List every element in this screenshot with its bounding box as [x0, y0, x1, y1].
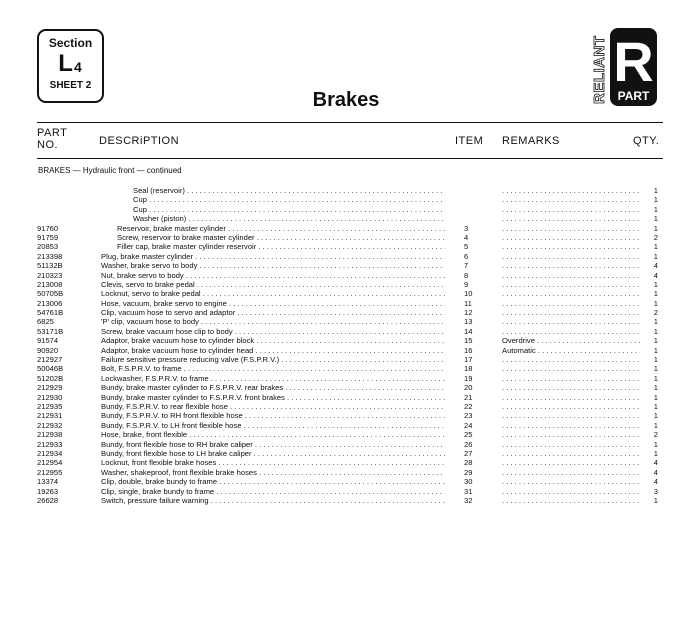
item-number: 14	[464, 326, 473, 336]
remarks	[502, 468, 640, 477]
description: Failure sensitive pressure reducing valve (F.S.P.R.V.) . . .	[101, 355, 445, 364]
section-letter: L	[58, 50, 74, 77]
part-number: 212935	[37, 401, 63, 411]
col-part-no	[37, 127, 67, 151]
item-number: 20	[464, 383, 473, 393]
quantity: 1	[653, 411, 658, 421]
quantity: 2	[653, 430, 658, 440]
table-row	[0, 355, 692, 364]
remarks	[502, 280, 640, 289]
quantity: 1	[653, 355, 658, 365]
quantity: 1	[653, 195, 658, 205]
table-row	[0, 261, 692, 270]
part-number: 213008	[37, 279, 63, 289]
quantity: 1	[653, 242, 658, 252]
remarks: Automatic . . .	[502, 346, 640, 355]
table-row	[0, 430, 692, 439]
table-row	[0, 449, 692, 458]
remarks	[502, 383, 640, 392]
part-number: 51202B	[37, 373, 64, 383]
logo-brand: RELIANT	[591, 35, 608, 104]
description: Bundy, front flexible hose to LH brake caliper . . .	[101, 449, 445, 458]
table-row	[0, 205, 692, 214]
table-row	[0, 468, 692, 477]
description: 'P' clip, vacuum hose to body . . .	[101, 317, 445, 326]
remarks	[502, 271, 640, 280]
section-code	[39, 51, 102, 79]
quantity: 1	[653, 373, 658, 383]
table-row	[0, 346, 692, 355]
table-row	[0, 317, 692, 326]
description: Washer, brake servo to body . . .	[101, 261, 445, 270]
table-row	[0, 242, 692, 251]
part-number: 212938	[37, 430, 63, 440]
remarks	[502, 242, 640, 251]
quantity: 2	[653, 232, 658, 242]
remarks	[502, 421, 640, 430]
remarks	[502, 252, 640, 261]
remarks	[502, 440, 640, 449]
item-number: 28	[464, 458, 473, 468]
remarks	[502, 289, 640, 298]
page-title: Brakes	[312, 89, 380, 111]
description: Switch, pressure failure warning . . .	[101, 496, 445, 505]
part-number: 213006	[37, 298, 63, 308]
header-top-rule	[37, 122, 663, 123]
item-number: 15	[464, 336, 473, 346]
part-number: 50046B	[37, 364, 64, 374]
part-number: 212929	[37, 383, 63, 393]
quantity: 3	[653, 486, 658, 496]
part-number: 212955	[37, 467, 63, 477]
quantity: 1	[653, 336, 658, 346]
quantity: 1	[653, 279, 658, 289]
part-number: 50705B	[37, 289, 64, 299]
remarks	[502, 411, 640, 420]
description: Plug, brake master cylinder . . .	[101, 252, 445, 261]
logo-letter: R	[613, 30, 654, 93]
part-number: 19263	[37, 486, 59, 496]
item-number: 10	[464, 289, 473, 299]
item-number: 30	[464, 477, 473, 487]
table-row	[0, 364, 692, 373]
header-bottom-rule	[37, 158, 663, 159]
sheet-label: SHEET 2	[49, 80, 92, 91]
remarks	[502, 402, 640, 411]
quantity: 1	[653, 317, 658, 327]
remarks	[502, 224, 640, 233]
remarks	[502, 374, 640, 383]
quantity: 1	[653, 326, 658, 336]
table-row	[0, 411, 692, 420]
remarks	[502, 487, 640, 496]
quantity: 1	[653, 214, 658, 224]
item-number: 31	[464, 486, 473, 496]
quantity: 1	[653, 392, 658, 402]
table-row	[0, 271, 692, 280]
description: Bolt, F.S.P.R.V. to frame . . .	[101, 364, 445, 373]
part-number: 51132B	[37, 261, 63, 271]
part-number: 91760	[37, 223, 59, 233]
item-number: 26	[464, 439, 473, 449]
table-row	[0, 421, 692, 430]
item-number: 13	[464, 317, 473, 327]
quantity: 1	[653, 345, 658, 355]
part-number: 213398	[37, 251, 63, 261]
section-label: Section	[48, 36, 93, 50]
group-heading: BRAKES — Hydraulic front — continued	[38, 166, 182, 175]
table-row	[0, 252, 692, 261]
description: Locknut, front flexible brake hoses . . .	[101, 458, 445, 467]
description: Cup . . .	[133, 195, 445, 204]
table-row	[0, 308, 692, 317]
item-number: 21	[464, 392, 473, 402]
quantity: 1	[653, 186, 658, 195]
part-number: 26628	[37, 495, 59, 505]
col-item: ITEM	[455, 135, 484, 147]
table-row	[0, 299, 692, 308]
item-number: 8	[464, 270, 469, 280]
remarks	[502, 449, 640, 458]
part-number: 91759	[37, 232, 59, 242]
table-row	[0, 195, 692, 204]
quantity: 4	[653, 270, 658, 280]
remarks	[502, 299, 640, 308]
table-row	[0, 402, 692, 411]
remarks	[502, 364, 640, 373]
description: Bundy, brake master cylinder to F.S.P.R.V. front brakes . . .	[101, 393, 445, 402]
description: Hose, brake, front flexible . . .	[101, 430, 445, 439]
remarks	[502, 195, 640, 204]
table-row	[0, 280, 692, 289]
item-number: 24	[464, 420, 473, 430]
table-row	[0, 477, 692, 486]
part-number: 212927	[37, 355, 63, 365]
col-part-label: PART	[37, 127, 68, 139]
remarks	[502, 205, 640, 214]
table-row	[0, 496, 692, 505]
description: Nut, brake servo to body . . .	[101, 271, 445, 280]
item-number: 9	[464, 279, 469, 289]
item-number: 29	[464, 467, 473, 477]
table-row	[0, 440, 692, 449]
description: Seal (reservoir) . . .	[133, 186, 445, 195]
quantity: 4	[653, 467, 658, 477]
table-row	[0, 214, 692, 223]
quantity: 1	[653, 439, 658, 449]
table-row	[0, 458, 692, 467]
item-number: 3	[464, 223, 469, 233]
part-number: 212954	[37, 458, 63, 468]
remarks	[502, 317, 640, 326]
part-number: 90920	[37, 345, 59, 355]
col-remarks: REMARKS	[502, 135, 560, 147]
item-number: 27	[464, 448, 473, 458]
remarks	[502, 496, 640, 505]
table-row	[0, 233, 692, 242]
item-number: 32	[464, 495, 473, 505]
part-number: 91574	[37, 336, 59, 346]
description: Lockwasher, F.S.P.R.V. to frame . . .	[101, 374, 445, 383]
description: Washer, shakeproof, front flexible brake hoses . . .	[101, 468, 445, 477]
quantity: 1	[653, 289, 658, 299]
description: Washer (piston) . . .	[133, 214, 445, 223]
quantity: 1	[653, 298, 658, 308]
remarks	[502, 327, 640, 336]
remarks	[502, 477, 640, 486]
table-row	[0, 327, 692, 336]
item-number: 7	[464, 261, 469, 271]
table-row	[0, 224, 692, 233]
part-number: 212933	[37, 439, 63, 449]
remarks	[502, 393, 640, 402]
part-number: 212934	[37, 448, 63, 458]
quantity: 4	[653, 477, 658, 487]
item-number: 19	[464, 373, 473, 383]
description: Adaptor, brake vacuum hose to cylinder block . . .	[101, 336, 445, 345]
description: Hose, vacuum, brake servo to engine . . .	[101, 299, 445, 308]
description: Clip, single, brake bundy to frame . . .	[101, 487, 445, 496]
quantity: 1	[653, 251, 658, 261]
part-number: 54761B	[37, 308, 64, 318]
part-number: 212931	[37, 411, 63, 421]
description: Bundy, F.S.P.R.V. to rear flexible hose . . .	[101, 402, 445, 411]
table-row	[0, 393, 692, 402]
quantity: 1	[653, 383, 658, 393]
part-number: 210323	[37, 270, 63, 280]
description: Clip, vacuum hose to servo and adaptor . . .	[101, 308, 445, 317]
part-number: 212932	[37, 420, 63, 430]
remarks	[502, 355, 640, 364]
item-number: 11	[464, 298, 472, 308]
table-row	[0, 336, 692, 345]
table-row	[0, 186, 692, 195]
description: Bundy, front flexible hose to RH brake caliper . . .	[101, 440, 445, 449]
remarks	[502, 308, 640, 317]
description: Locknut, servo to brake pedal . . .	[101, 289, 445, 298]
description: Adaptor, brake vacuum hose to cylinder head . . .	[101, 346, 445, 355]
table-row	[0, 289, 692, 298]
description: Bundy, F.S.P.R.V. to RH front flexible hose . . .	[101, 411, 445, 420]
quantity: 1	[653, 420, 658, 430]
quantity: 1	[653, 364, 658, 374]
description: Cup . . .	[133, 205, 445, 214]
table-row	[0, 374, 692, 383]
col-description: DESCRiPTION	[99, 135, 180, 147]
quantity: 1	[653, 448, 658, 458]
remarks	[502, 233, 640, 242]
remarks	[502, 261, 640, 270]
part-number: 6825	[37, 317, 54, 327]
item-number: 12	[464, 308, 473, 318]
table-row	[0, 383, 692, 392]
description: Bundy, F.S.P.R.V. to LH front flexible hose . . .	[101, 421, 445, 430]
item-number: 5	[464, 242, 469, 252]
description: Screw, reservoir to brake master cylinder . . .	[117, 233, 445, 242]
description: Bundy, brake master cylinder to F.S.P.R.V. rear brakes . . .	[101, 383, 445, 392]
item-number: 17	[464, 355, 473, 365]
item-number: 23	[464, 411, 473, 421]
logo-word: PART	[617, 89, 650, 103]
part-number: 212930	[37, 392, 63, 402]
col-qty: QTY.	[633, 135, 660, 147]
quantity: 4	[653, 458, 658, 468]
item-number: 25	[464, 430, 473, 440]
description: Clevis, servo to brake pedal . . .	[101, 280, 445, 289]
quantity: 1	[653, 223, 658, 233]
quantity: 1	[653, 495, 658, 505]
item-number: 6	[464, 251, 469, 261]
item-number: 18	[464, 364, 473, 374]
section-number: 4	[73, 59, 83, 75]
remarks	[502, 430, 640, 439]
quantity: 4	[653, 261, 658, 271]
description: Clip, double, brake bundy to frame . . .	[101, 477, 445, 486]
remarks	[502, 186, 640, 195]
description: Filler cap, brake master cylinder reservoir . . .	[117, 242, 445, 251]
quantity: 2	[653, 308, 658, 318]
col-no-label: NO.	[37, 139, 59, 151]
description: Reservoir, brake master cylinder . . .	[117, 224, 445, 233]
remarks: Overdrive . . .	[502, 336, 640, 345]
quantity: 1	[653, 401, 658, 411]
item-number: 16	[464, 345, 473, 355]
table-row	[0, 487, 692, 496]
item-number: 4	[464, 232, 469, 242]
quantity: 1	[653, 204, 658, 214]
reliant-part-logo	[590, 26, 660, 108]
part-number: 13374	[37, 477, 59, 487]
part-number: 53171B	[37, 326, 64, 336]
remarks	[502, 214, 640, 223]
description: Screw, brake vacuum hose clip to body . . .	[101, 327, 445, 336]
item-number: 22	[464, 401, 473, 411]
remarks	[502, 458, 640, 467]
parts-table	[0, 186, 692, 505]
part-number: 20853	[37, 242, 59, 252]
